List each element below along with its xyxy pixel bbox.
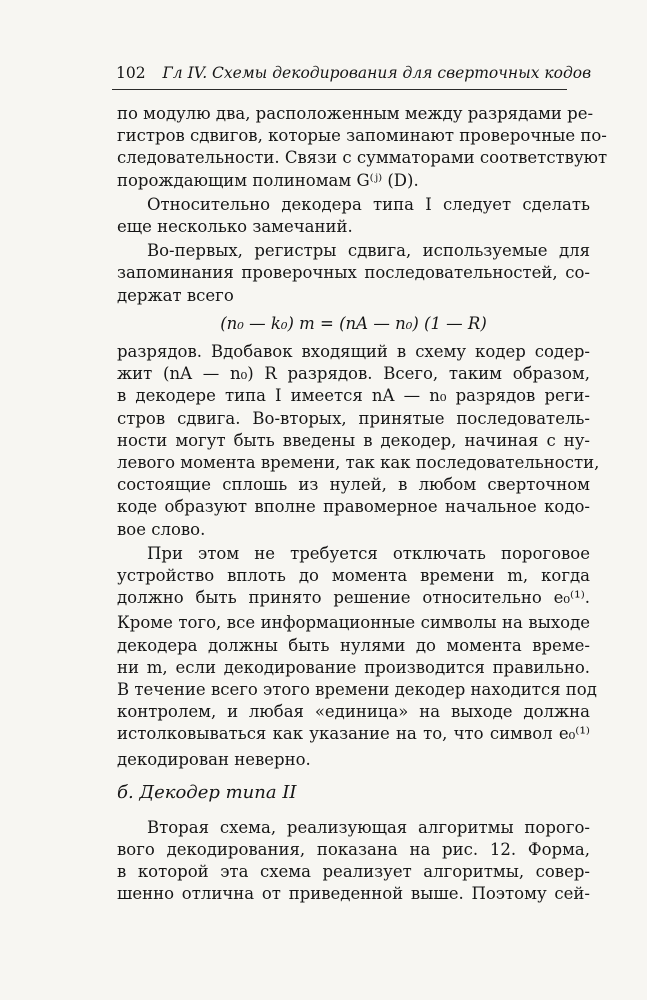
chapter-title: Гл IV. Схемы декодирования для сверточных кодов [162, 64, 592, 82]
text-line: шенно отлична от приведенной выше. Поэтому сей- [117, 884, 590, 904]
text-line: жит (nA — n₀) R разрядов. Всего, таким образом, [117, 364, 590, 384]
text-line: истолковываться как указание на то, что символ e₀⁽¹⁾ [117, 724, 590, 744]
running-header [116, 64, 592, 82]
text-line: вого декодирования, показана на рис. 12. Форма, [117, 840, 590, 859]
text-line: декодера должны быть нулями до момента време- [117, 635, 590, 655]
text-line: устройство вплоть до момента времени m, когда [117, 566, 590, 585]
text-line: гистров сдвигов, которые запоминают проверочные по- [117, 126, 607, 146]
formula: (n₀ — k₀) m = (nA — n₀) (1 — R) [220, 313, 487, 333]
section-heading: б. Декодер типа II [117, 781, 297, 803]
text-line: ности могут быть введены в декодер, начиная с ну- [117, 430, 590, 450]
text-line: вое слово. [117, 519, 206, 539]
text-line: Вторая схема, реализующая алгоритмы порого- [147, 817, 590, 837]
text-line: ни m, если декодирование производится правильно. [117, 657, 590, 677]
text-line: должно быть принято решение относительно e₀⁽¹⁾. [117, 588, 590, 608]
text-line: Во-первых, регистры сдвига, используемые для [147, 241, 590, 261]
text-line: в которой эта схема реализует алгоритмы, совер- [117, 862, 590, 882]
text-line: разрядов. Вдобавок входящий в схему кодер содер- [117, 342, 590, 361]
text-line: Относительно декодера типа I следует сделать [147, 194, 590, 214]
text-line: контролем, и любая «единица» на выходе должна [117, 702, 590, 722]
text-line: коде образуют вполне правомерное начальное кодо- [117, 497, 590, 517]
text-line: следовательности. Связи с сумматорами соответствуют [117, 148, 608, 168]
text-line: стров сдвига. Во-вторых, принятые последователь- [117, 408, 590, 428]
text-line: по модулю два, расположенным между разрядами ре- [117, 104, 594, 123]
text-line: левого момента времени, так как последовательности, [117, 453, 600, 472]
text-line: запоминания проверочных последовательностей, со- [117, 263, 590, 283]
text-line: состоящие сплошь из нулей, в любом сверточном [117, 475, 590, 495]
text-line: держат всего [117, 285, 234, 305]
header-rule [112, 89, 567, 90]
text-line: Кроме того, все информационные символы на выходе [117, 613, 590, 633]
page-number: 102 [116, 64, 146, 82]
text-line: порождающим полиномам G⁽ʲ⁾ (D). [117, 170, 419, 190]
text-line: в декодере типа I имеется nA — n₀ разрядов реги- [117, 386, 590, 406]
text-line: В течение всего этого времени декодер находится под [117, 680, 597, 699]
text-line: При этом не требуется отключать пороговое [147, 543, 590, 563]
text-line: еще несколько замечаний. [117, 217, 353, 236]
text-line: декодирован неверно. [117, 749, 311, 769]
